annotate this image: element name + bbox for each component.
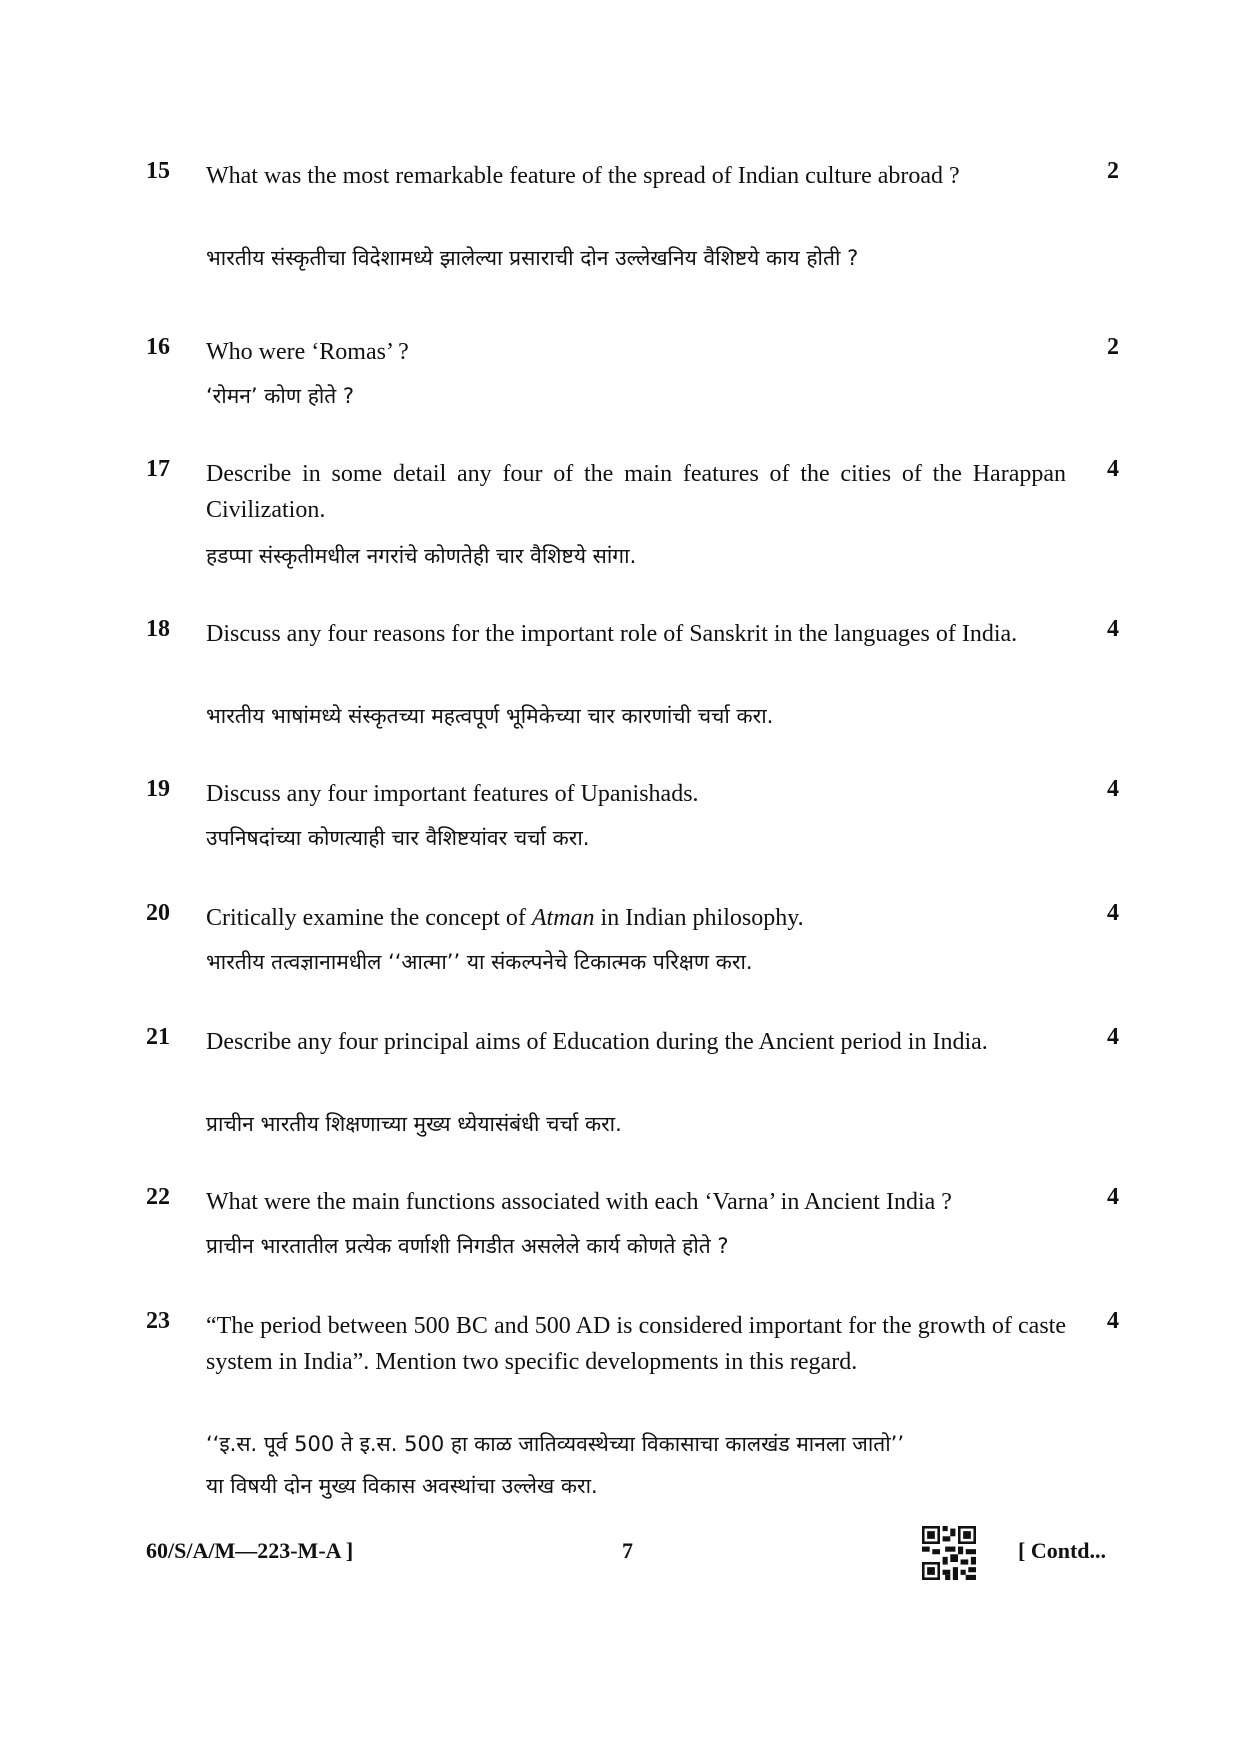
question-marks: 4 — [1107, 776, 1119, 802]
question-text-marathi: या विषयी दोन मुख्य विकास अवस्थांचा उल्लेख करा. — [206, 1474, 598, 1498]
question-marks: 4 — [1107, 616, 1119, 642]
question-text-english: What were the main functions associated with each ‘Varna’ in Ancient India ? — [206, 1189, 952, 1215]
question-text-part: Critically examine the concept of — [206, 905, 532, 931]
question-text-english: Describe in some detail any four of the main features of the cities of the Harappan Civilization. — [206, 461, 1066, 523]
question-marks: 2 — [1107, 334, 1119, 360]
question-text-marathi: भारतीय भाषांमध्ये संस्कृतच्या महत्वपूर्ण भूमिकेच्या चार कारणांची चर्चा करा. — [206, 704, 774, 728]
question-number: 22 — [146, 1184, 170, 1210]
question-number: 17 — [146, 456, 170, 482]
question-text-english — [206, 900, 1066, 936]
question-number: 21 — [146, 1024, 170, 1050]
question-number: 23 — [146, 1308, 170, 1334]
question-text-marathi: प्राचीन भारतातील प्रत्येक वर्णाशी निगडीत असलेले कार्य कोणते होते ? — [206, 1234, 729, 1258]
question-text-english: Discuss any four reasons for the important role of Sanskrit in the languages of India. — [206, 621, 1018, 647]
question-text-marathi: ‘रोमन’ कोण होते ? — [206, 384, 355, 408]
question-text-english: Who were ‘Romas’ ? — [206, 339, 409, 365]
atman-term: Atman — [531, 905, 595, 931]
question-text-marathi: प्राचीन भारतीय शिक्षणाच्या मुख्य ध्येयासंबंधी चर्चा करा. — [206, 1112, 622, 1136]
question-text-marathi: ‘‘इ.स. पूर्व 500 ते इ.स. 500 हा काळ जातिव्यवस्थेच्या विकासाचा कालखंड मानला जातो’’ — [206, 1432, 905, 1456]
continued-label: [ Contd... — [1018, 1538, 1107, 1563]
question-number: 19 — [146, 776, 170, 802]
question-marks: 2 — [1107, 158, 1119, 184]
question-marks: 4 — [1107, 1184, 1119, 1210]
question-text-marathi: हडप्पा संस्कृतीमधील नगरांचे कोणतेही चार वैशिष्टये सांगा. — [206, 544, 637, 568]
question-text-english: Discuss any four important features of Upanishads. — [206, 781, 699, 807]
question-marks: 4 — [1107, 1308, 1119, 1334]
question-marks: 4 — [1107, 456, 1119, 482]
question-text-english: Describe any four principal aims of Education during the Ancient period in India. — [206, 1029, 988, 1055]
question-text-english: “The period between 500 BC and 500 AD is considered important for the growth of caste system in India”. Mention two specific developments in this regard. — [206, 1313, 1066, 1375]
question-number: 18 — [146, 616, 170, 642]
question-text-part: in Indian philosophy. — [594, 905, 804, 931]
question-text-marathi: भारतीय संस्कृतीचा विदेशामध्ये झालेल्या प्रसाराची दोन उल्लेखनिय वैशिष्टये काय होती ? — [206, 246, 859, 270]
question-text-english: What was the most remarkable feature of the spread of Indian culture abroad ? — [206, 163, 960, 189]
question-number: 20 — [146, 900, 170, 926]
question-number: 15 — [146, 158, 170, 184]
qr-code-icon — [922, 1526, 976, 1580]
question-text-marathi: उपनिषदांच्या कोणत्याही चार वैशिष्टयांवर चर्चा करा. — [206, 826, 590, 850]
page-number: 7 — [622, 1538, 633, 1563]
question-text-marathi: भारतीय तत्वज्ञानामधील ‘‘आत्मा’’ या संकल्पनेचे टिकात्मक परिक्षण करा. — [206, 950, 753, 974]
question-marks: 4 — [1107, 1024, 1119, 1050]
paper-code: 60/S/A/M—223-M-A ] — [146, 1538, 354, 1563]
question-number: 16 — [146, 334, 170, 360]
question-marks: 4 — [1107, 900, 1119, 926]
